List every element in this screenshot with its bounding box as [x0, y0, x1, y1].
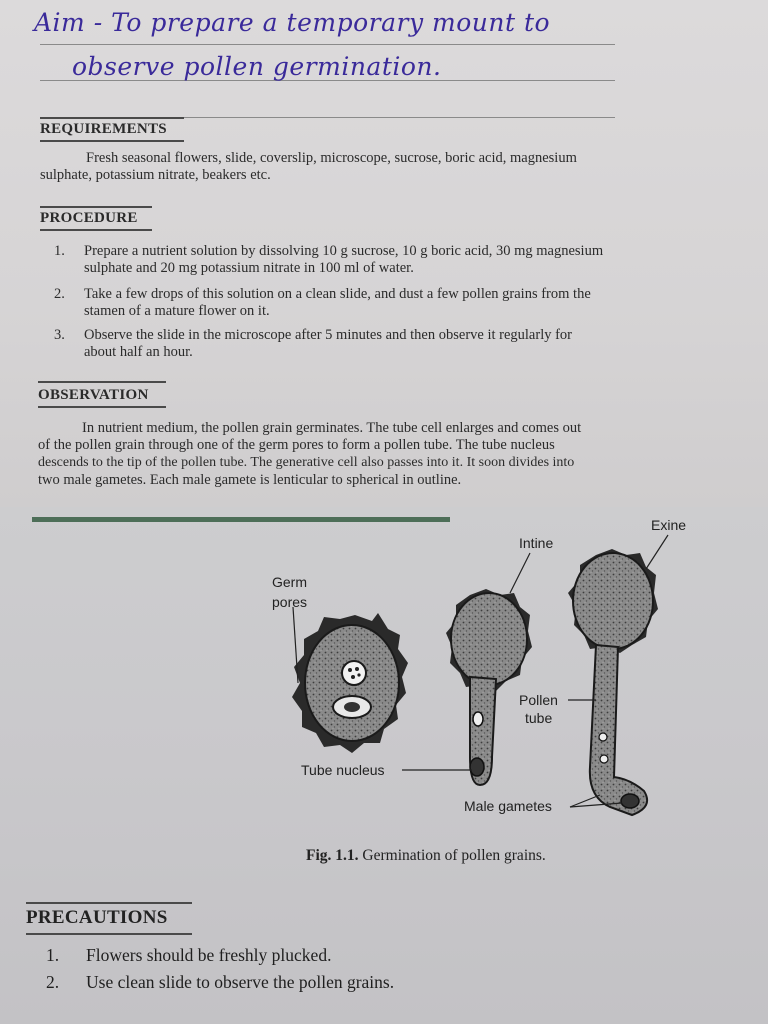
label-intine: Intine — [519, 535, 554, 551]
figure-caption-text: Germination of pollen grains. — [358, 847, 546, 864]
observation-heading: OBSERVATION — [38, 387, 149, 403]
procedure-step — [54, 286, 734, 320]
heading-rule — [40, 117, 184, 119]
aim-line-2: observe pollen germination. — [72, 52, 442, 81]
step-number: 1. — [54, 243, 65, 259]
precautions-heading: PRECAUTIONS — [26, 907, 168, 928]
heading-rule — [38, 406, 166, 408]
precaution-number: 2. — [46, 972, 60, 992]
label-tube: tube — [525, 710, 553, 726]
heading-rule — [38, 381, 166, 383]
step-number: 3. — [54, 327, 65, 343]
step-number: 2. — [54, 286, 65, 302]
generative-cell — [342, 661, 366, 685]
pollen-germination-figure — [0, 507, 768, 887]
figure-caption-number: Fig. 1.1. — [306, 847, 359, 864]
requirements-heading: REQUIREMENTS — [40, 121, 167, 137]
procedure-step — [54, 327, 734, 361]
requirements-line-1: Fresh seasonal flowers, slide, coverslip, microscope, sucrose, boric acid, magnesium — [86, 150, 577, 166]
observation-line: of the pollen grain through one of the germ pores to form a pollen tube. The tube nucleus — [38, 437, 555, 453]
heading-rule — [40, 140, 184, 142]
step-line: Observe the slide in the microscope after 5 minutes and then observe it regularly for — [84, 327, 573, 343]
precaution-number: 1. — [46, 945, 60, 965]
heading-rule — [40, 229, 152, 231]
label-pollen: Pollen — [519, 692, 558, 708]
ruled-line — [40, 44, 615, 45]
heading-rule — [40, 206, 152, 208]
exine-leader — [646, 535, 668, 569]
precaution-text: Flowers should be freshly plucked. — [86, 945, 332, 965]
procedure-heading: PROCEDURE — [40, 210, 138, 226]
figure-caption — [306, 847, 546, 865]
label-pores: pores — [272, 594, 308, 610]
pollen-grain-ungerminated — [292, 613, 408, 753]
germ-pores-leader — [293, 607, 298, 683]
label-exine: Exine — [651, 517, 687, 533]
pollen-grain-germinated — [568, 549, 658, 815]
step-line: Take a few drops of this solution on a clean slide, and dust a few pollen grains from the — [84, 286, 591, 302]
label-germ: Germ — [272, 574, 307, 590]
pollen-grain-germinating — [446, 589, 532, 785]
observation-line: In nutrient medium, the pollen grain germinates. The tube cell enlarges and comes out — [82, 420, 582, 436]
pollen-cytoplasm — [573, 553, 653, 649]
step-line: Prepare a nutrient solution by dissolving 10 g sucrose, 10 g boric acid, 30 mg magnesium — [84, 243, 604, 259]
step-line: stamen of a mature flower on it. — [84, 303, 270, 319]
label-male-gametes: Male gametes — [464, 798, 552, 814]
requirements-line-2: sulphate, potassium nitrate, beakers etc. — [40, 167, 271, 183]
aim-line-1: Aim - To prepare a temporary mount to — [34, 8, 551, 37]
green-strip — [32, 517, 450, 522]
step-line: sulphate and 20 mg potassium nitrate in 100 ml of water. — [84, 260, 414, 276]
pollen-cytoplasm — [451, 593, 527, 685]
procedure-step — [54, 243, 734, 277]
intine-leader — [510, 553, 530, 593]
observation-line: descends to the tip of the pollen tube. The generative cell also passes into it. It soon divides into — [38, 455, 575, 470]
heading-rule — [26, 933, 192, 935]
precaution-text: Use clean slide to observe the pollen grains. — [86, 972, 395, 992]
heading-rule — [26, 902, 192, 904]
label-tube-nucleus: Tube nucleus — [301, 762, 385, 778]
observation-line: two male gametes. Each male gamete is lenticular to spherical in outline. — [38, 472, 462, 488]
step-line: about half an hour. — [84, 344, 193, 360]
pollen-tube — [590, 645, 647, 815]
